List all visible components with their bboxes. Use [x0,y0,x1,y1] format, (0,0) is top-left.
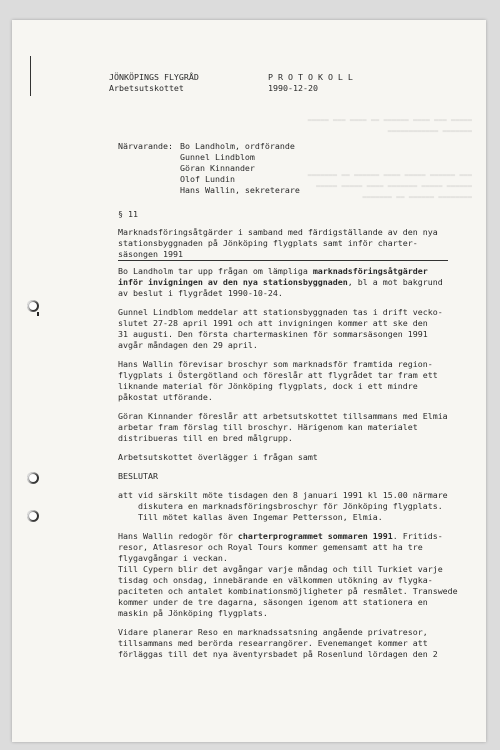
bleed-through-text: ▬▬▬ ▬▬▬▬▬▬ ▬▬▬▬▬ ▬▬▬▬ ▬▬▬▬▬▬ ▬▬ ▬▬▬▬▬▬▬ ▬▬▬▬▬▬ ▬▬▬▬▬ ▬▬▬▬▬▬▬ ▬▬▬▬ ▬▬▬▬▬ ▬▬▬▬▬ ▬▬▬▬▬▬▬▬ ▬▬▬▬▬▬ ▬▬ ▬▬▬▬▬▬▬ [307,171,472,201]
org-name: JÖNKÖPINGS FLYGRÅD [109,72,199,82]
paragraph-line: flygavgångar i veckan. [118,553,228,563]
decision-line: diskutera en marknadsföringsbroschyr för Jönköping flygplats. [118,501,443,511]
paragraph-line: kommer under de tre dagarna, säsongen igenom att stationera en [118,597,428,607]
paragraph-line: Arbetsutskottet överlägger i frågan samt [118,452,318,462]
paragraph-line: arbetar fram förslag till broschyr. Härigenom kan materialet [118,422,418,432]
section-underline [118,260,448,261]
paragraph-line: Bo Landholm tar upp frågan om lämpliga marknadsföringsåtgärder [118,266,428,276]
paragraph-line: Hans Wallin förevisar broschyr som marknadsför framtida region- [118,359,433,369]
paragraph-line: resor, Atlasresor och Royal Tours kommer gemensamt att ha tre [118,542,423,552]
attendee-name: Hans Wallin, sekreterare [180,185,300,195]
paragraph-line: slutet 27-28 april 1991 och att invigningen kommer att ske den [118,318,428,328]
decision-line: att vid särskilt möte tisdagen den 8 januari 1991 kl 15.00 närmare [118,490,448,500]
paragraph-line: tisdag och onsdag, innebärande en välkommen utökning av flygka- [118,575,433,585]
committee-name: Arbetsutskottet [109,83,184,93]
paragraph-line: 31 augusti. Den första chartermaskinen för sommarsäsongen 1991 [118,329,428,339]
bold-phrase: charterprogrammet sommaren 1991 [237,531,393,541]
attendee-name: Gunnel Lindblom [180,152,255,162]
attendee-name: Göran Kinnander [180,163,255,173]
paragraph-line: påkostat utförande. [118,392,213,402]
paragraph-line: distribueras till en bred målgrupp. [118,433,293,443]
paragraph-line: liknande material för Jönköping flygplats, dock i ett mindre [118,381,418,391]
attendance-label: Närvarande: [118,141,173,151]
paragraph-line: tillsammans med berörda researrangörer. Evenemanget kommer att [118,638,428,648]
bold-phrase: inför invigningen av den nya stationsbyggnaden [118,277,348,287]
paragraph-line: Göran Kinnander föreslår att arbetsutskottet tillsammans med Elmia [118,411,448,421]
bleed-through-text: ▬▬▬▬▬ ▬▬▬ ▬▬▬▬ ▬▬▬▬▬▬ ▬▬ ▬▬▬▬ ▬▬▬ ▬▬▬▬▬ ▬▬▬▬▬▬▬ ▬▬▬▬▬▬▬▬▬▬▬▬ [307,116,472,135]
attendee-name: Olof Lundin [180,174,235,184]
bold-phrase: marknadsföringsåtgärder [312,266,428,276]
paragraph-line: paciteten och antalet kombinationsmöjligheter på resmålet. Transwede [118,586,458,596]
decision-line: Till mötet kallas även Ingemar Pettersson, Elmia. [118,512,383,522]
punch-hole [27,510,39,522]
ink-speck [37,312,39,316]
paragraph-line: Vidare planerar Reso en marknadssatsning angående privatresor, [118,627,428,637]
punch-hole [27,300,39,312]
document-date: 1990-12-20 [268,83,318,93]
paragraph-line: maskin på Jönköping flygplats. [118,608,268,618]
document-page [12,20,486,742]
section-number: § 11 [118,209,138,219]
paragraph-line: Till Cypern blir det avgångar varje måndag och till Turkiet varje [118,564,443,574]
document-type: P R O T O K O L L [268,72,353,82]
paragraph-line: förläggas till det nya äventyrsbadet på Rosenlund lördagen den 2 [118,649,438,659]
paragraph-line: flygplats i Östergötland och föreslår att flygrådet tar fram ett [118,370,438,380]
section-title-line: Marknadsföringsåtgärder i samband med färdigställande av den nya [118,227,438,237]
paragraph-line: avgår måndagen den 29 april. [118,340,258,350]
decision-heading: BESLUTAR [118,471,158,481]
section-title-line: säsongen 1991 [118,249,183,259]
punch-hole [27,472,39,484]
margin-mark [30,56,31,96]
paragraph-line: Hans Wallin redogör för charterprogrammet sommaren 1991. Fritids- [118,531,443,541]
paragraph-line: av beslut i flygrådet 1990-10-24. [118,288,283,298]
paragraph-line: Gunnel Lindblom meddelar att stationsbyggnaden tas i drift vecko- [118,307,443,317]
paragraph-line: inför invigningen av den nya stationsbyggnaden, bl a mot bakgrund [118,277,443,287]
section-title-line: stationsbyggnaden på Jönköping flygplats samt inför charter- [118,238,418,248]
attendee-name: Bo Landholm, ordförande [180,141,295,151]
